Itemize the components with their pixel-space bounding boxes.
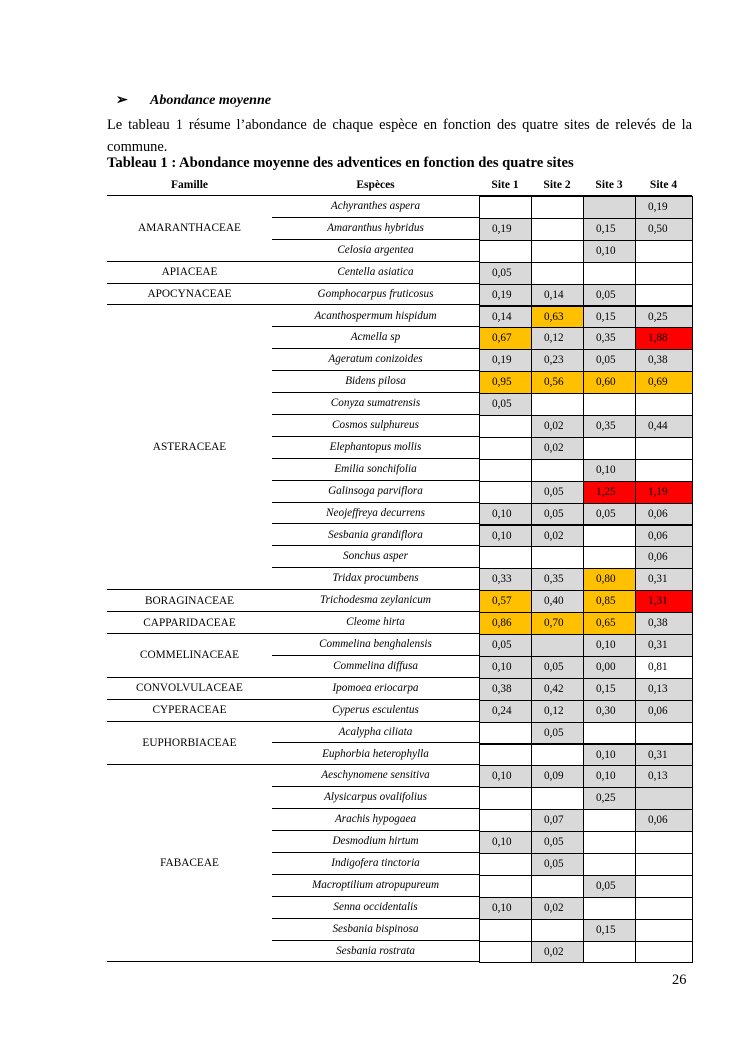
site-4-value: 0,06 bbox=[635, 503, 693, 526]
site-4-value: 0,38 bbox=[635, 349, 693, 372]
site-3-value: 0,10 bbox=[583, 765, 636, 788]
site-4-value bbox=[635, 941, 693, 964]
site-4-value bbox=[635, 722, 693, 745]
site-1-value bbox=[479, 459, 532, 482]
site-1-value bbox=[479, 875, 532, 898]
species-cell: Gomphocarpus fruticosus bbox=[272, 284, 479, 306]
site-1-value: 0,67 bbox=[479, 327, 532, 350]
site-2-value bbox=[531, 262, 584, 285]
site-3-value: 0,15 bbox=[583, 678, 636, 701]
site-1-value bbox=[479, 853, 532, 876]
site-1-value bbox=[479, 415, 532, 438]
family-cell: AMARANTHACEAE bbox=[107, 196, 272, 262]
species-cell: Sonchus asper bbox=[272, 546, 479, 568]
species-cell: Acmella sp bbox=[272, 327, 479, 349]
site-3-value bbox=[583, 393, 636, 416]
site-4-value: 0,81 bbox=[635, 656, 693, 679]
site-1-value: 0,24 bbox=[479, 700, 532, 723]
site-2-value bbox=[531, 875, 584, 898]
site-1-value bbox=[479, 481, 532, 504]
site-2-value: 0,35 bbox=[531, 568, 584, 591]
species-cell: Senna occidentalis bbox=[272, 897, 479, 919]
site-1-value bbox=[479, 722, 532, 745]
species-cell: Desmodium hirtum bbox=[272, 831, 479, 853]
site-1-value: 0,10 bbox=[479, 831, 532, 854]
site-1-value: 0,05 bbox=[479, 262, 532, 285]
column-header-site-1: Site 1 bbox=[491, 179, 519, 191]
species-cell: Centella asiatica bbox=[272, 262, 479, 284]
species-cell: Amaranthus hybridus bbox=[272, 218, 479, 240]
site-2-value: 0,05 bbox=[531, 503, 584, 526]
site-4-value: 0,13 bbox=[635, 765, 693, 788]
site-1-value: 0,10 bbox=[479, 525, 532, 548]
site-1-value: 0,33 bbox=[479, 568, 532, 591]
site-2-value: 0,05 bbox=[531, 722, 584, 745]
site-2-value bbox=[531, 196, 584, 219]
site-2-value: 0,12 bbox=[531, 327, 584, 350]
family-cell: COMMELINACEAE bbox=[107, 634, 272, 678]
site-1-value: 0,19 bbox=[479, 284, 532, 307]
site-4-value bbox=[635, 853, 693, 876]
column-header-famille: Famille bbox=[170, 179, 209, 191]
site-4-value: 0,25 bbox=[635, 306, 693, 329]
site-3-value: 0,80 bbox=[583, 568, 636, 591]
table-header bbox=[107, 177, 692, 194]
site-4-value: 1,88 bbox=[635, 327, 693, 350]
species-cell: Cosmos sulphureus bbox=[272, 415, 479, 437]
species-cell: Alysicarpus ovalifolius bbox=[272, 787, 479, 809]
site-4-value: 0,06 bbox=[635, 546, 693, 569]
species-cell: Emilia sonchifolia bbox=[272, 459, 479, 481]
species-cell: Cyperus esculentus bbox=[272, 700, 479, 722]
species-cell: Neojeffreya decurrens bbox=[272, 503, 479, 525]
site-4-value: 0,06 bbox=[635, 525, 693, 548]
site-2-value: 0,02 bbox=[531, 437, 584, 460]
family-cell: APOCYNACEAE bbox=[107, 284, 272, 306]
species-cell: Tridax procumbens bbox=[272, 568, 479, 590]
family-cell: CAPPARIDACEAE bbox=[107, 612, 272, 634]
site-3-value bbox=[583, 941, 636, 964]
site-3-value: 0,10 bbox=[583, 240, 636, 263]
family-cell: EUPHORBIACEAE bbox=[107, 722, 272, 766]
site-3-value: 0,15 bbox=[583, 919, 636, 942]
site-1-value bbox=[479, 240, 532, 263]
site-4-value: 0,38 bbox=[635, 612, 693, 635]
species-cell: Celosia argentea bbox=[272, 240, 479, 262]
family-cell: BORAGINACEAE bbox=[107, 590, 272, 612]
site-2-value bbox=[531, 634, 584, 657]
species-cell: Commelina diffusa bbox=[272, 656, 479, 678]
site-2-value: 0,56 bbox=[531, 371, 584, 394]
site-2-value: 0,02 bbox=[531, 941, 584, 964]
site-3-value: 0,25 bbox=[583, 787, 636, 810]
site-4-value: 0,31 bbox=[635, 568, 693, 591]
site-4-value: 0,06 bbox=[635, 809, 693, 832]
site-4-value: 0,06 bbox=[635, 700, 693, 723]
site-2-value bbox=[531, 919, 584, 942]
site-4-value: 0,31 bbox=[635, 634, 693, 657]
site-3-value bbox=[583, 546, 636, 569]
site-2-value: 0,05 bbox=[531, 481, 584, 504]
site-1-value: 0,19 bbox=[479, 218, 532, 241]
site-4-value bbox=[635, 897, 693, 920]
site-4-value bbox=[635, 787, 693, 810]
site-2-value: 0,70 bbox=[531, 612, 584, 635]
family-cell: CYPERACEAE bbox=[107, 700, 272, 722]
site-2-value: 0,05 bbox=[531, 853, 584, 876]
site-4-value: 0,19 bbox=[635, 196, 693, 219]
site-1-value bbox=[479, 546, 532, 569]
species-cell: Euphorbia heterophylla bbox=[272, 744, 479, 766]
site-3-value: 0,05 bbox=[583, 349, 636, 372]
site-3-value bbox=[583, 437, 636, 460]
species-cell: Commelina benghalensis bbox=[272, 634, 479, 656]
site-3-value: 0,05 bbox=[583, 503, 636, 526]
species-cell: Conyza sumatrensis bbox=[272, 393, 479, 415]
site-3-value: 0,35 bbox=[583, 415, 636, 438]
species-cell: Ageratum conizoides bbox=[272, 349, 479, 371]
site-1-value: 0,38 bbox=[479, 678, 532, 701]
site-3-value bbox=[583, 853, 636, 876]
species-cell: Cleome hirta bbox=[272, 612, 479, 634]
site-2-value bbox=[531, 787, 584, 810]
site-1-value: 0,86 bbox=[479, 612, 532, 635]
site-3-value: 0,85 bbox=[583, 590, 636, 613]
site-4-value bbox=[635, 262, 693, 285]
site-2-value: 0,07 bbox=[531, 809, 584, 832]
site-4-value: 0,44 bbox=[635, 415, 693, 438]
site-2-value: 0,42 bbox=[531, 678, 584, 701]
site-2-value: 0,23 bbox=[531, 349, 584, 372]
intro-paragraph: Le tableau 1 résume l’abondance de chaque espèce en fonction des quatre sites de relevés de la commune. bbox=[107, 117, 692, 155]
site-4-value: 0,50 bbox=[635, 218, 693, 241]
site-1-value bbox=[479, 919, 532, 942]
site-3-value bbox=[583, 262, 636, 285]
species-cell: Arachis hypogaea bbox=[272, 809, 479, 831]
species-cell: Acalypha ciliata bbox=[272, 722, 479, 744]
site-3-value: 0,60 bbox=[583, 371, 636, 394]
site-1-value bbox=[479, 196, 532, 219]
species-cell: Trichodesma zeylanicum bbox=[272, 590, 479, 612]
section-heading-text: Abondance moyenne bbox=[150, 93, 271, 108]
species-cell: Macroptilium atropupureum bbox=[272, 875, 479, 897]
site-3-value: 0,15 bbox=[583, 306, 636, 329]
site-1-value bbox=[479, 744, 532, 767]
species-cell: Galinsoga parviflora bbox=[272, 481, 479, 503]
site-3-value: 0,15 bbox=[583, 218, 636, 241]
site-1-value bbox=[479, 809, 532, 832]
site-3-value: 0,10 bbox=[583, 634, 636, 657]
site-3-value bbox=[583, 831, 636, 854]
site-3-value: 0,30 bbox=[583, 700, 636, 723]
site-1-value: 0,10 bbox=[479, 765, 532, 788]
site-2-value: 0,09 bbox=[531, 765, 584, 788]
site-2-value: 0,63 bbox=[531, 306, 584, 329]
site-3-value bbox=[583, 809, 636, 832]
site-4-value bbox=[635, 919, 693, 942]
section-heading bbox=[116, 92, 271, 109]
page-number: 26 bbox=[672, 972, 687, 988]
site-1-value: 0,10 bbox=[479, 656, 532, 679]
site-2-value: 0,02 bbox=[531, 415, 584, 438]
site-3-value: 0,10 bbox=[583, 459, 636, 482]
site-2-value bbox=[531, 459, 584, 482]
site-1-value: 0,10 bbox=[479, 503, 532, 526]
site-2-value: 0,05 bbox=[531, 656, 584, 679]
site-4-value bbox=[635, 875, 693, 898]
site-2-value: 0,12 bbox=[531, 700, 584, 723]
site-2-value: 0,40 bbox=[531, 590, 584, 613]
species-cell: Aeschynomene sensitiva bbox=[272, 765, 479, 787]
site-1-value bbox=[479, 787, 532, 810]
family-cell: APIACEAE bbox=[107, 262, 272, 284]
site-3-value: 0,35 bbox=[583, 327, 636, 350]
site-2-value: 0,05 bbox=[531, 831, 584, 854]
species-cell: Sesbania bispinosa bbox=[272, 919, 479, 941]
site-4-value bbox=[635, 459, 693, 482]
species-cell: Bidens pilosa bbox=[272, 371, 479, 393]
site-1-value: 0,95 bbox=[479, 371, 532, 394]
species-cell: Sesbania rostrata bbox=[272, 941, 479, 963]
site-4-value: 0,31 bbox=[635, 744, 693, 767]
site-4-value bbox=[635, 393, 693, 416]
column-header-site-4: Site 4 bbox=[649, 179, 678, 191]
site-1-value: 0,19 bbox=[479, 349, 532, 372]
column-header-site-2: Site 2 bbox=[543, 179, 571, 191]
site-1-value: 0,05 bbox=[479, 393, 532, 416]
site-3-value: 0,05 bbox=[583, 284, 636, 307]
family-cell: CONVOLVULACEAE bbox=[107, 678, 272, 700]
site-4-value bbox=[635, 240, 693, 263]
site-3-value: 1,25 bbox=[583, 481, 636, 504]
table-caption: Tableau 1 : Abondance moyenne des adventices en fonction des quatre sites bbox=[107, 155, 574, 171]
species-cell: Ipomoea eriocarpa bbox=[272, 678, 479, 700]
site-4-value: 1,31 bbox=[635, 590, 693, 613]
species-cell: Acanthospermum hispidum bbox=[272, 306, 479, 328]
site-2-value: 0,02 bbox=[531, 525, 584, 548]
column-header-especes: Espèces bbox=[356, 179, 395, 191]
site-1-value: 0,05 bbox=[479, 634, 532, 657]
site-3-value: 0,00 bbox=[583, 656, 636, 679]
species-cell: Achyranthes aspera bbox=[272, 196, 479, 218]
site-3-value: 0,05 bbox=[583, 875, 636, 898]
site-4-value bbox=[635, 831, 693, 854]
site-3-value: 0,10 bbox=[583, 744, 636, 767]
site-2-value bbox=[531, 744, 584, 767]
site-2-value: 0,14 bbox=[531, 284, 584, 307]
site-2-value bbox=[531, 393, 584, 416]
site-1-value: 0,57 bbox=[479, 590, 532, 613]
site-4-value: 0,13 bbox=[635, 678, 693, 701]
site-3-value bbox=[583, 897, 636, 920]
site-2-value bbox=[531, 240, 584, 263]
site-1-value: 0,10 bbox=[479, 897, 532, 920]
site-2-value bbox=[531, 218, 584, 241]
site-3-value bbox=[583, 196, 636, 219]
arrow-bullet-icon: ➢ bbox=[116, 93, 128, 108]
family-cell: FABACEAE bbox=[107, 765, 272, 962]
site-1-value bbox=[479, 437, 532, 460]
site-3-value: 0,65 bbox=[583, 612, 636, 635]
site-4-value: 0,69 bbox=[635, 371, 693, 394]
column-header-site-3: Site 3 bbox=[595, 179, 623, 191]
site-4-value: 1,19 bbox=[635, 481, 693, 504]
site-2-value bbox=[531, 546, 584, 569]
site-3-value bbox=[583, 722, 636, 745]
family-cell: ASTERACEAE bbox=[107, 306, 272, 591]
species-cell: Elephantopus mollis bbox=[272, 437, 479, 459]
abundance-table bbox=[107, 196, 692, 962]
site-1-value bbox=[479, 941, 532, 964]
site-2-value: 0,02 bbox=[531, 897, 584, 920]
species-cell: Indigofera tinctoria bbox=[272, 853, 479, 875]
species-cell: Sesbania grandiflora bbox=[272, 525, 479, 547]
site-4-value bbox=[635, 284, 693, 307]
site-3-value bbox=[583, 525, 636, 548]
site-1-value: 0,14 bbox=[479, 306, 532, 329]
site-4-value bbox=[635, 437, 693, 460]
